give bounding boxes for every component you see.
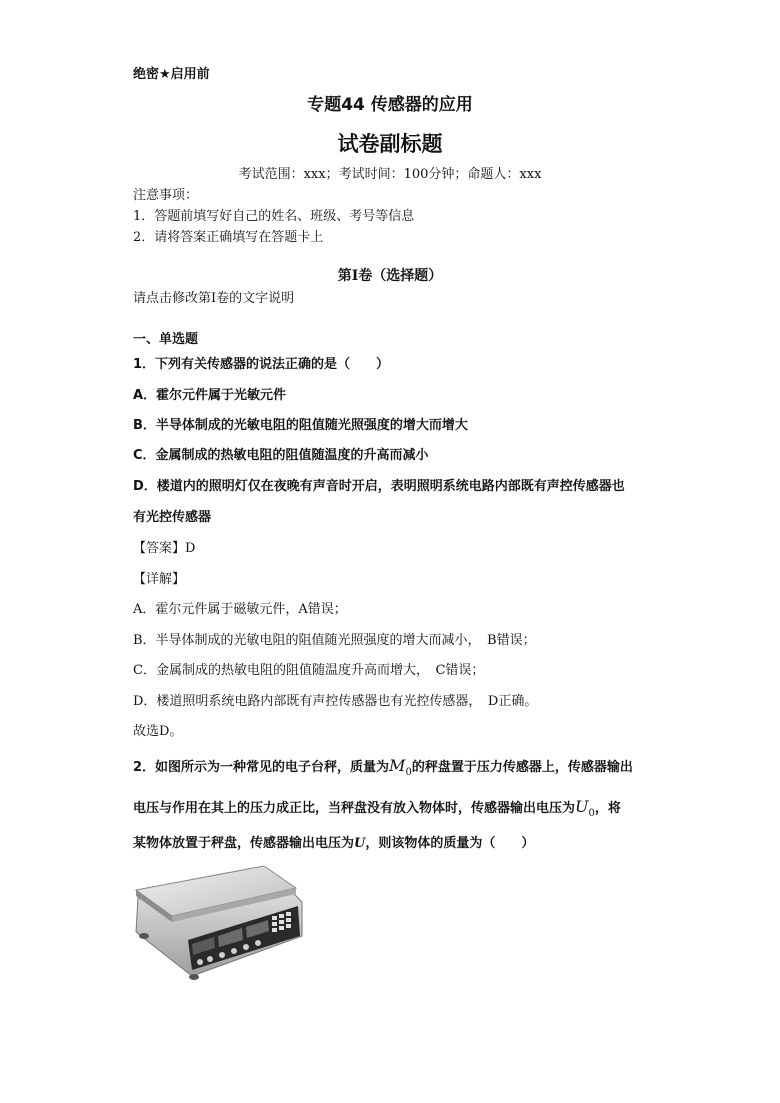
answer-label: 【答案】 [133, 541, 186, 556]
answer-line [133, 537, 195, 556]
notes-heading: 注意事项： [133, 188, 199, 203]
paper-subtitle: 试卷副标题 [337, 132, 443, 156]
question-1-option-a: A．霍尔元件属于光敏元件 [133, 388, 287, 403]
detail-line: 故选D。 [133, 724, 183, 739]
question-2-line-1: 2．如图所示为一种常见的电子台秤，质量为$M_0$的秤盘置于压力传感器上，传感器输出 [133, 756, 633, 779]
question-1-option-d: D．楼道内的照明灯仅在夜晚有声音时开启，表明照明系统电路内部既有声控传感器也 [133, 479, 625, 494]
confidential-label: 绝密★启用前 [133, 67, 210, 82]
section-title: 第I卷（选择题） [337, 268, 443, 284]
exam-info: 考试范围：xxx；考试时间：100分钟；命题人：xxx [238, 167, 542, 182]
notes-item: 1．答题前填写好自己的姓名、班级、考号等信息 [133, 209, 415, 224]
electronic-scale-image [130, 858, 305, 983]
question-type-heading: 一、单选题 [133, 332, 199, 347]
question-1-stem: 1．下列有关传感器的说法正确的是（ ） [133, 357, 390, 372]
detail-line: C．金属制成的热敏电阻的阻值随温度升高而增大， C错误； [133, 663, 485, 678]
question-2-line-3: 某物体放置于秤盘，传感器输出电压为U，则该物体的质量为（ ） [133, 836, 535, 851]
detail-line: A．霍尔元件属于磁敏元件，A错误； [133, 602, 347, 617]
section-description: 请点击修改第I卷的文字说明 [133, 291, 295, 306]
paper-title: 专题44 传感器的应用 [307, 95, 473, 115]
question-1-option-c: C．金属制成的热敏电阻的阻值随温度的升高而减小 [133, 448, 429, 463]
detail-line: D．楼道照明系统电路内部既有声控传感器也有光控传感器， D正确。 [133, 694, 538, 709]
question-2-line-2: 电压与作用在其上的压力成正比，当秤盘没有放入物体时，传感器输出电压为$U_0$，将 [133, 797, 621, 820]
detail-line: B．半导体制成的光敏电阻的阻值随光照强度的增大而减小， B错误； [133, 633, 536, 648]
question-1-option-d-cont: 有光控传感器 [133, 510, 212, 525]
question-1-option-b: B．半导体制成的光敏电阻的阻值随光照强度的增大而增大 [133, 418, 468, 433]
notes-item: 2．请将答案正确填写在答题卡上 [133, 230, 324, 245]
answer-value: D [185, 541, 196, 556]
detail-label: 【详解】 [133, 572, 186, 587]
